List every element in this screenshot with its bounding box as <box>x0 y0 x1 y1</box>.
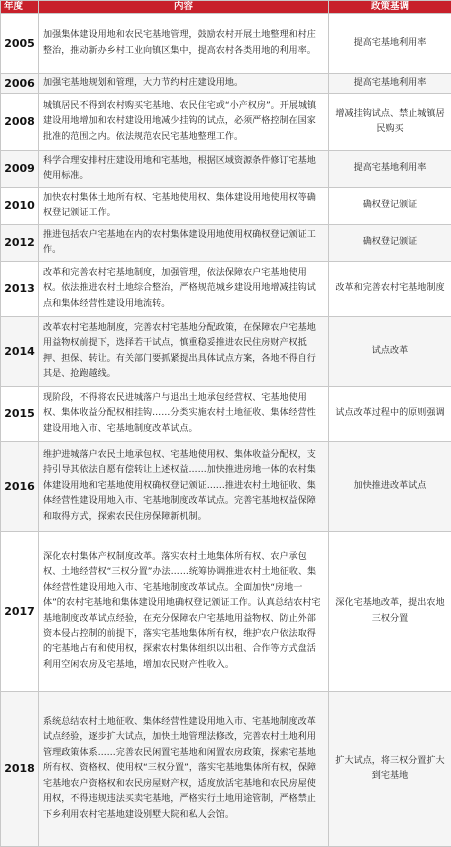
row-content: 科学合理安排村庄建设用地和宅基地，根据区域资源条件修订宅基地使用标准。 <box>39 151 329 188</box>
row-year: 2009 <box>1 151 39 188</box>
header-content: 内容 <box>39 1 329 14</box>
table-row <box>1 151 451 188</box>
row-year: 2014 <box>1 317 39 387</box>
row-policy: 提高宅基地利用率 <box>329 151 451 188</box>
table-row <box>1 692 451 847</box>
row-year: 2016 <box>1 442 39 532</box>
header-policy: 政策基调 <box>329 1 451 14</box>
row-content: 加快农村集体土地所有权、宅基地使用权、集体建设用地使用权等确权登记颁证工作。 <box>39 188 329 225</box>
row-year: 2010 <box>1 188 39 225</box>
row-policy: 试点改革过程中的原则强调 <box>329 387 451 442</box>
row-content: 现阶段，不得将农民进城落户与退出土地承包经营权、宅基地使用权、集体收益分配权相挂钩……分类实施农村土地征收、集体经营性建设用地入市、宅基地制度改革试点。 <box>39 387 329 442</box>
table-row <box>1 188 451 225</box>
table-row <box>1 262 451 317</box>
row-policy: 深化宅基地改革，提出农地三权分置 <box>329 532 451 692</box>
table-row <box>1 14 451 74</box>
row-year: 2012 <box>1 225 39 262</box>
row-policy: 改革和完善农村宅基地制度 <box>329 262 451 317</box>
table-row <box>1 317 451 387</box>
row-policy: 扩大试点，将三权分置扩大到宅基地 <box>329 692 451 847</box>
table-row <box>1 442 451 532</box>
table-row <box>1 387 451 442</box>
row-content: 维护进城落户农民土地承包权、宅基地使用权、集体收益分配权，支持引导其依法自愿有偿转让上述权益……加快推进房地一体的农村集体建设用地和宅基地使用权确权登记颁证……推进农村土地征收、集体经营性建设用地入市、宅基地制度改革试点。完善宅基地权益保障和取得方式，探索农民住房保障新机制。 <box>39 442 329 532</box>
table-row <box>1 532 451 692</box>
row-year: 2005 <box>1 14 39 74</box>
row-policy: 加快推进改革试点 <box>329 442 451 532</box>
row-policy: 试点改革 <box>329 317 451 387</box>
table-row <box>1 74 451 94</box>
row-content: 深化农村集体产权制度改革。落实农村土地集体所有权、农户承包权、土地经营权“三权分置”办法……统筹协调推进农村土地征收、集体经营性建设用地入市、宅基地制度改革试点。全面加快“房地一体”的农村宅基地和集体建设用地确权登记颁证工作。认真总结农村宅基地制度改革试点经验，在充分保障农户宅基地用益物权、防止外部资本侵占控制的前提下，落实宅基地集体所有权，维护农户依法取得的宅基地占有和使用权，探索农村集体组织以出租、合作等方式盘活利用空闲农房及宅基地，增加农民财产性收入。 <box>39 532 329 692</box>
row-policy: 确权登记颁证 <box>329 188 451 225</box>
row-content: 城镇居民不得到农村购买宅基地、农民住宅或“小产权房”。开展城镇建设用地增加和农村建设用地减少挂钩的试点，必须严格控制在国家批准的范围之内。依法规范农民宅基地整理工作。 <box>39 94 329 151</box>
row-policy: 提高宅基地利用率 <box>329 14 451 74</box>
row-year: 2006 <box>1 74 39 94</box>
row-content: 改革和完善农村宅基地制度，加强管理，依法保障农户宅基地使用权。依法推进农村土地综合整治，严格规范城乡建设用地增减挂钩试点和集体经营性建设用地流转。 <box>39 262 329 317</box>
row-year: 2018 <box>1 692 39 847</box>
row-year: 2008 <box>1 94 39 151</box>
table-row <box>1 225 451 262</box>
row-policy: 增减挂钩试点、禁止城镇居民购买 <box>329 94 451 151</box>
row-year: 2017 <box>1 532 39 692</box>
row-policy: 确权登记颁证 <box>329 225 451 262</box>
row-content: 系统总结农村土地征收、集体经营性建设用地入市、宅基地制度改革试点经验，逐步扩大试点，加快土地管理法修改，完善农村土地利用管理政策体系……完善农民闲置宅基地和闲置农房政策，探索宅基地所有权、资格权、使用权“三权分置”，落实宅基地集体所有权，保障宅基地农户资格权和农民房屋财产权，适度放活宅基地和农民房屋使用权，不得违规违法买卖宅基地，严格实行土地用途管制，严格禁止下乡利用农村宅基地建设别墅大院和私人会馆。 <box>39 692 329 847</box>
row-content: 加强集体建设用地和农民宅基地管理，鼓励农村开展土地整理和村庄整治，推动新办乡村工业向镇区集中，提高农村各类用地的利用率。 <box>39 14 329 74</box>
header-year: 年度 <box>1 1 39 14</box>
table-row <box>1 94 451 151</box>
row-year: 2013 <box>1 262 39 317</box>
table-header-row <box>1 1 451 14</box>
row-content: 改革农村宅基地制度，完善农村宅基地分配政策，在保障农户宅基地用益物权前提下，选择若干试点，慎重稳妥推进农民住房财产权抵押、担保、转让。有关部门要抓紧提出具体试点方案，各地不得自行其是、抢跑越线。 <box>39 317 329 387</box>
row-year: 2015 <box>1 387 39 442</box>
row-content: 加强宅基地规划和管理，大力节约村庄建设用地。 <box>39 74 329 94</box>
row-policy: 提高宅基地利用率 <box>329 74 451 94</box>
row-content: 推进包括农户宅基地在内的农村集体建设用地使用权确权登记颁证工作。 <box>39 225 329 262</box>
